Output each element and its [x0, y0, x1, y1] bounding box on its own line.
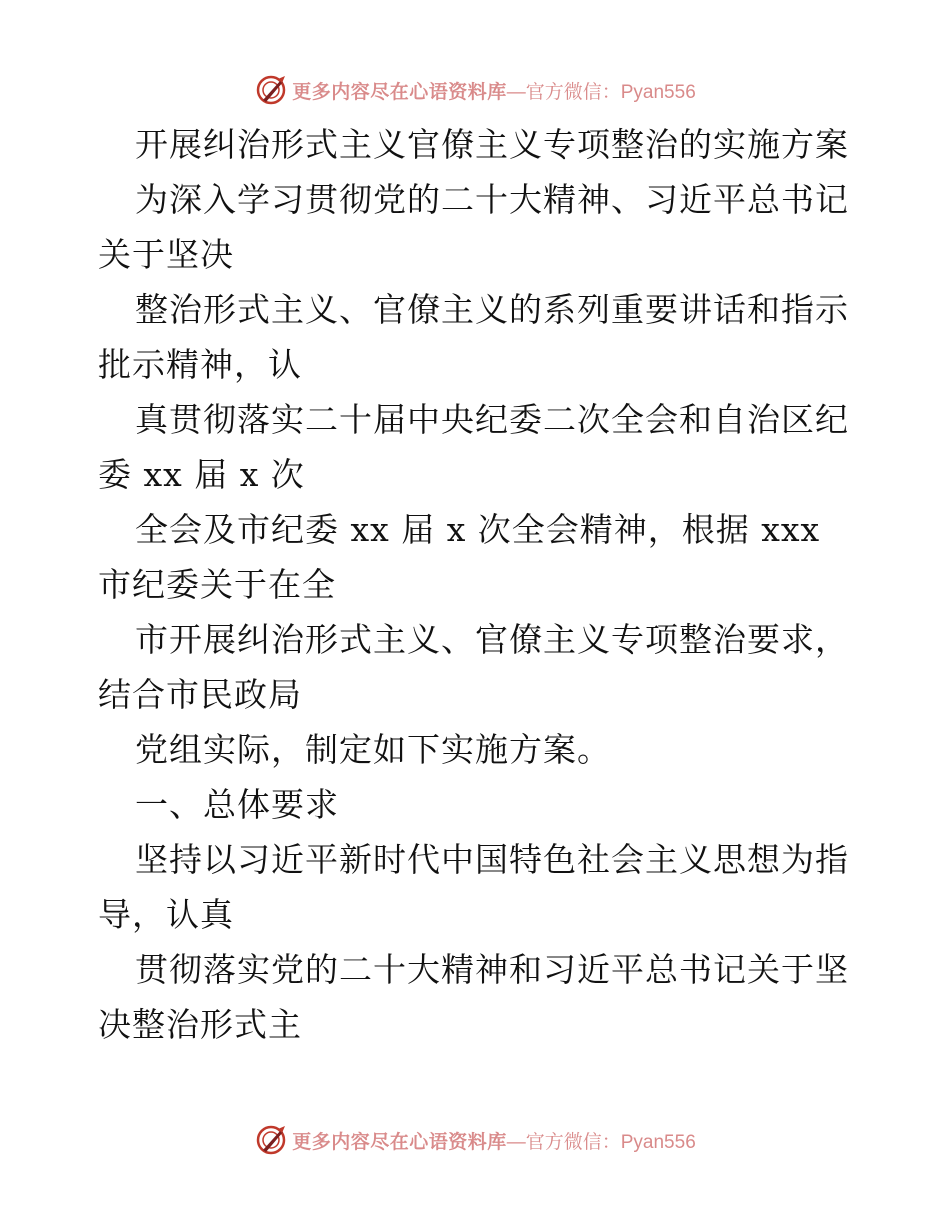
banner-contact-text: —官方微信：Pyan556	[506, 81, 696, 103]
doc-line: 真贯彻落实二十届中央纪委二次全会和自治区纪	[135, 400, 849, 439]
doc-line: 贯彻落实党的二十大精神和习近平总书记关于坚	[135, 950, 849, 989]
quill-seal-icon	[254, 1123, 288, 1157]
doc-line: 委 xx 届 x 次	[98, 455, 305, 494]
doc-line: 市纪委关于在全	[98, 565, 336, 604]
doc-line: 全会及市纪委 xx 届 x 次全会精神，根据 xxx	[135, 510, 821, 549]
quill-seal-icon	[254, 73, 288, 107]
banner-contact-text: —官方微信：Pyan556	[506, 1131, 696, 1153]
doc-line: 市开展纠治形式主义、官僚主义专项整治要求，	[135, 620, 849, 659]
banner-brand-text: 更多内容尽在心语资料库	[292, 1130, 507, 1153]
doc-line: 开展纠治形式主义官僚主义专项整治的实施方案	[135, 125, 849, 164]
doc-line: 导，认真	[98, 895, 234, 934]
doc-line: 整治形式主义、官僚主义的系列重要讲话和指示	[135, 290, 849, 329]
banner-brand-text: 更多内容尽在心语资料库	[292, 80, 507, 103]
header-banner	[0, 70, 950, 110]
doc-line: 党组实际，制定如下实施方案。	[135, 730, 611, 769]
doc-line: 一、总体要求	[135, 785, 339, 824]
footer-banner	[0, 1120, 950, 1160]
document-body	[98, 122, 858, 1057]
doc-line: 为深入学习贯彻党的二十大精神、习近平总书记	[135, 180, 849, 219]
doc-line: 结合市民政局	[98, 675, 302, 714]
doc-line: 关于坚决	[98, 235, 234, 274]
doc-line: 坚持以习近平新时代中国特色社会主义思想为指	[135, 840, 849, 879]
doc-line: 决整治形式主	[98, 1005, 302, 1044]
doc-line: 批示精神，认	[98, 345, 302, 384]
